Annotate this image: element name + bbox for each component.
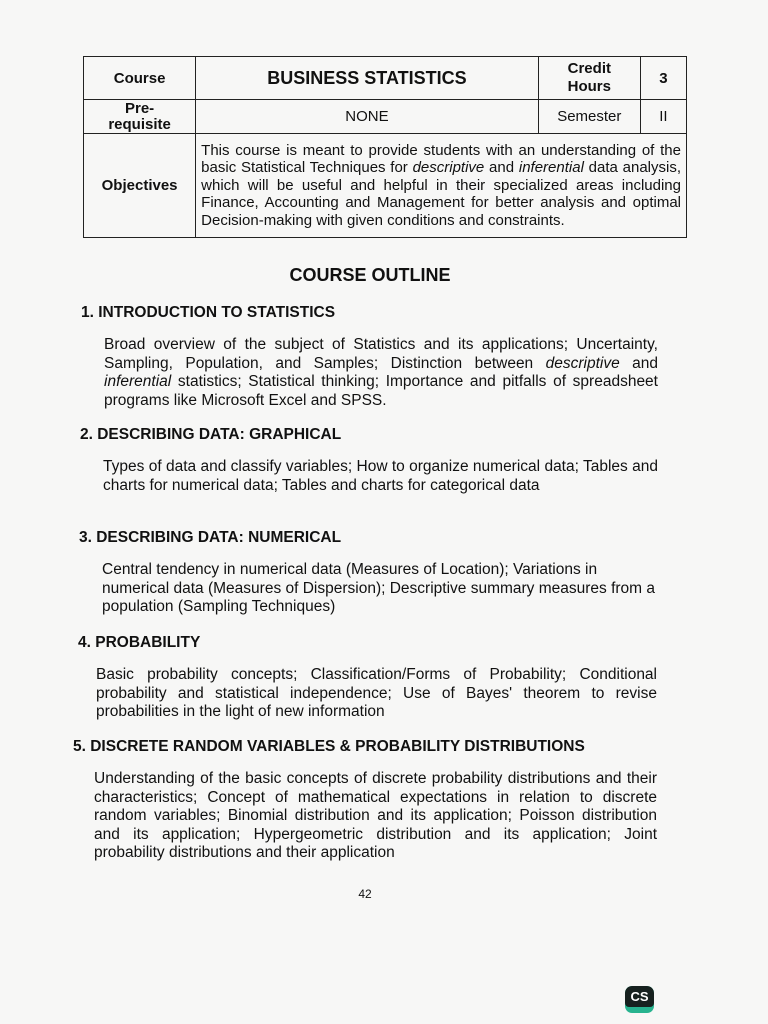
section-5-title: 5. DISCRETE RANDOM VARIABLES & PROBABILITY DISTRIBUTIONS xyxy=(73,738,585,755)
section-1-em-descriptive: descriptive xyxy=(545,354,620,372)
course-label: Course xyxy=(84,57,196,100)
objectives-text-part3: data analysis, which will be useful and helpful in their specialized areas including Finance, Accounting and Management for better analysis and optimal Decision-making with given conditions and constraints. xyxy=(201,159,681,229)
course-title: BUSINESS STATISTICS xyxy=(196,57,539,100)
section-2-body: Types of data and classify variables; How to organize numerical data; Tables and charts for numerical data; Tables and charts for categorical data xyxy=(103,458,658,494)
course-outline-heading: COURSE OUTLINE xyxy=(289,265,451,285)
section-4-body: Basic probability concepts; Classification/Forms of Probability; Conditional probability and statistical independence; Use of Bayes' theorem to revise probabilities in the light of new information xyxy=(96,666,657,720)
prerequisite-value: NONE xyxy=(196,100,539,134)
semester-label: Semester xyxy=(538,100,640,134)
section-1-body-part2: and xyxy=(619,354,658,372)
section-5-body: Understanding of the basic concepts of discrete probability distributions and their characteristics; Concept of mathematical expectations in relation to discrete random variables; Binomial distribution and its application; Poisson distribution and its application; Hypergeometric distribution and its application; Joint probability distributions and their application xyxy=(94,770,657,861)
credit-hours-label xyxy=(538,57,640,100)
camscanner-logo-text: CS xyxy=(625,986,654,1007)
objectives-em-inferential: inferential xyxy=(518,159,584,177)
section-1-title: 1. INTRODUCTION TO STATISTICS xyxy=(81,304,336,321)
section-2-title: 2. DESCRIBING DATA: GRAPHICAL xyxy=(80,426,342,443)
section-1-body-part3: statistics; Statistical thinking; Importance and pitfalls of spreadsheet programs like Microsoft Excel and SPSS. xyxy=(104,373,658,409)
objectives-text-part2: and xyxy=(484,159,519,177)
objectives-row xyxy=(84,134,687,238)
prerequisite-label xyxy=(84,100,196,134)
prerequisite-label-line2: requisite xyxy=(108,115,171,133)
section-1-body-part1: Broad overview of the subject of Statistics and its applications; Uncertainty, Sampling, Population, and Samples; Distinction between xyxy=(104,336,658,372)
course-info-table xyxy=(83,56,687,238)
section-1-body xyxy=(104,336,658,410)
section-1-em-inferential: inferential xyxy=(104,373,172,390)
objectives-label: Objectives xyxy=(84,134,196,238)
credit-hours-value: 3 xyxy=(640,57,686,100)
section-3-body: Central tendency in numerical data (Measures of Location); Variations in numerical data (Measures of Dispersion); Descriptive summary measures from a population (Sampling Techniques) xyxy=(102,561,656,615)
prerequisite-row xyxy=(84,100,687,134)
camscanner-logo-icon xyxy=(625,986,654,1013)
objectives-text xyxy=(196,134,687,238)
page-number: 42 xyxy=(358,887,372,901)
objectives-em-descriptive: descriptive xyxy=(412,159,485,177)
semester-value: II xyxy=(640,100,686,134)
section-4-title: 4. PROBABILITY xyxy=(78,634,201,651)
section-3-title: 3. DESCRIBING DATA: NUMERICAL xyxy=(79,529,342,546)
prerequisite-label-line1: Pre- xyxy=(124,99,155,117)
objectives-text-part1: This course is meant to provide students with an understanding of the basic Statistical Techniques for xyxy=(201,141,681,177)
credit-hours-label-line1: Credit xyxy=(567,60,611,77)
course-row xyxy=(84,57,687,100)
credit-hours-label-line2: Hours xyxy=(567,78,611,95)
